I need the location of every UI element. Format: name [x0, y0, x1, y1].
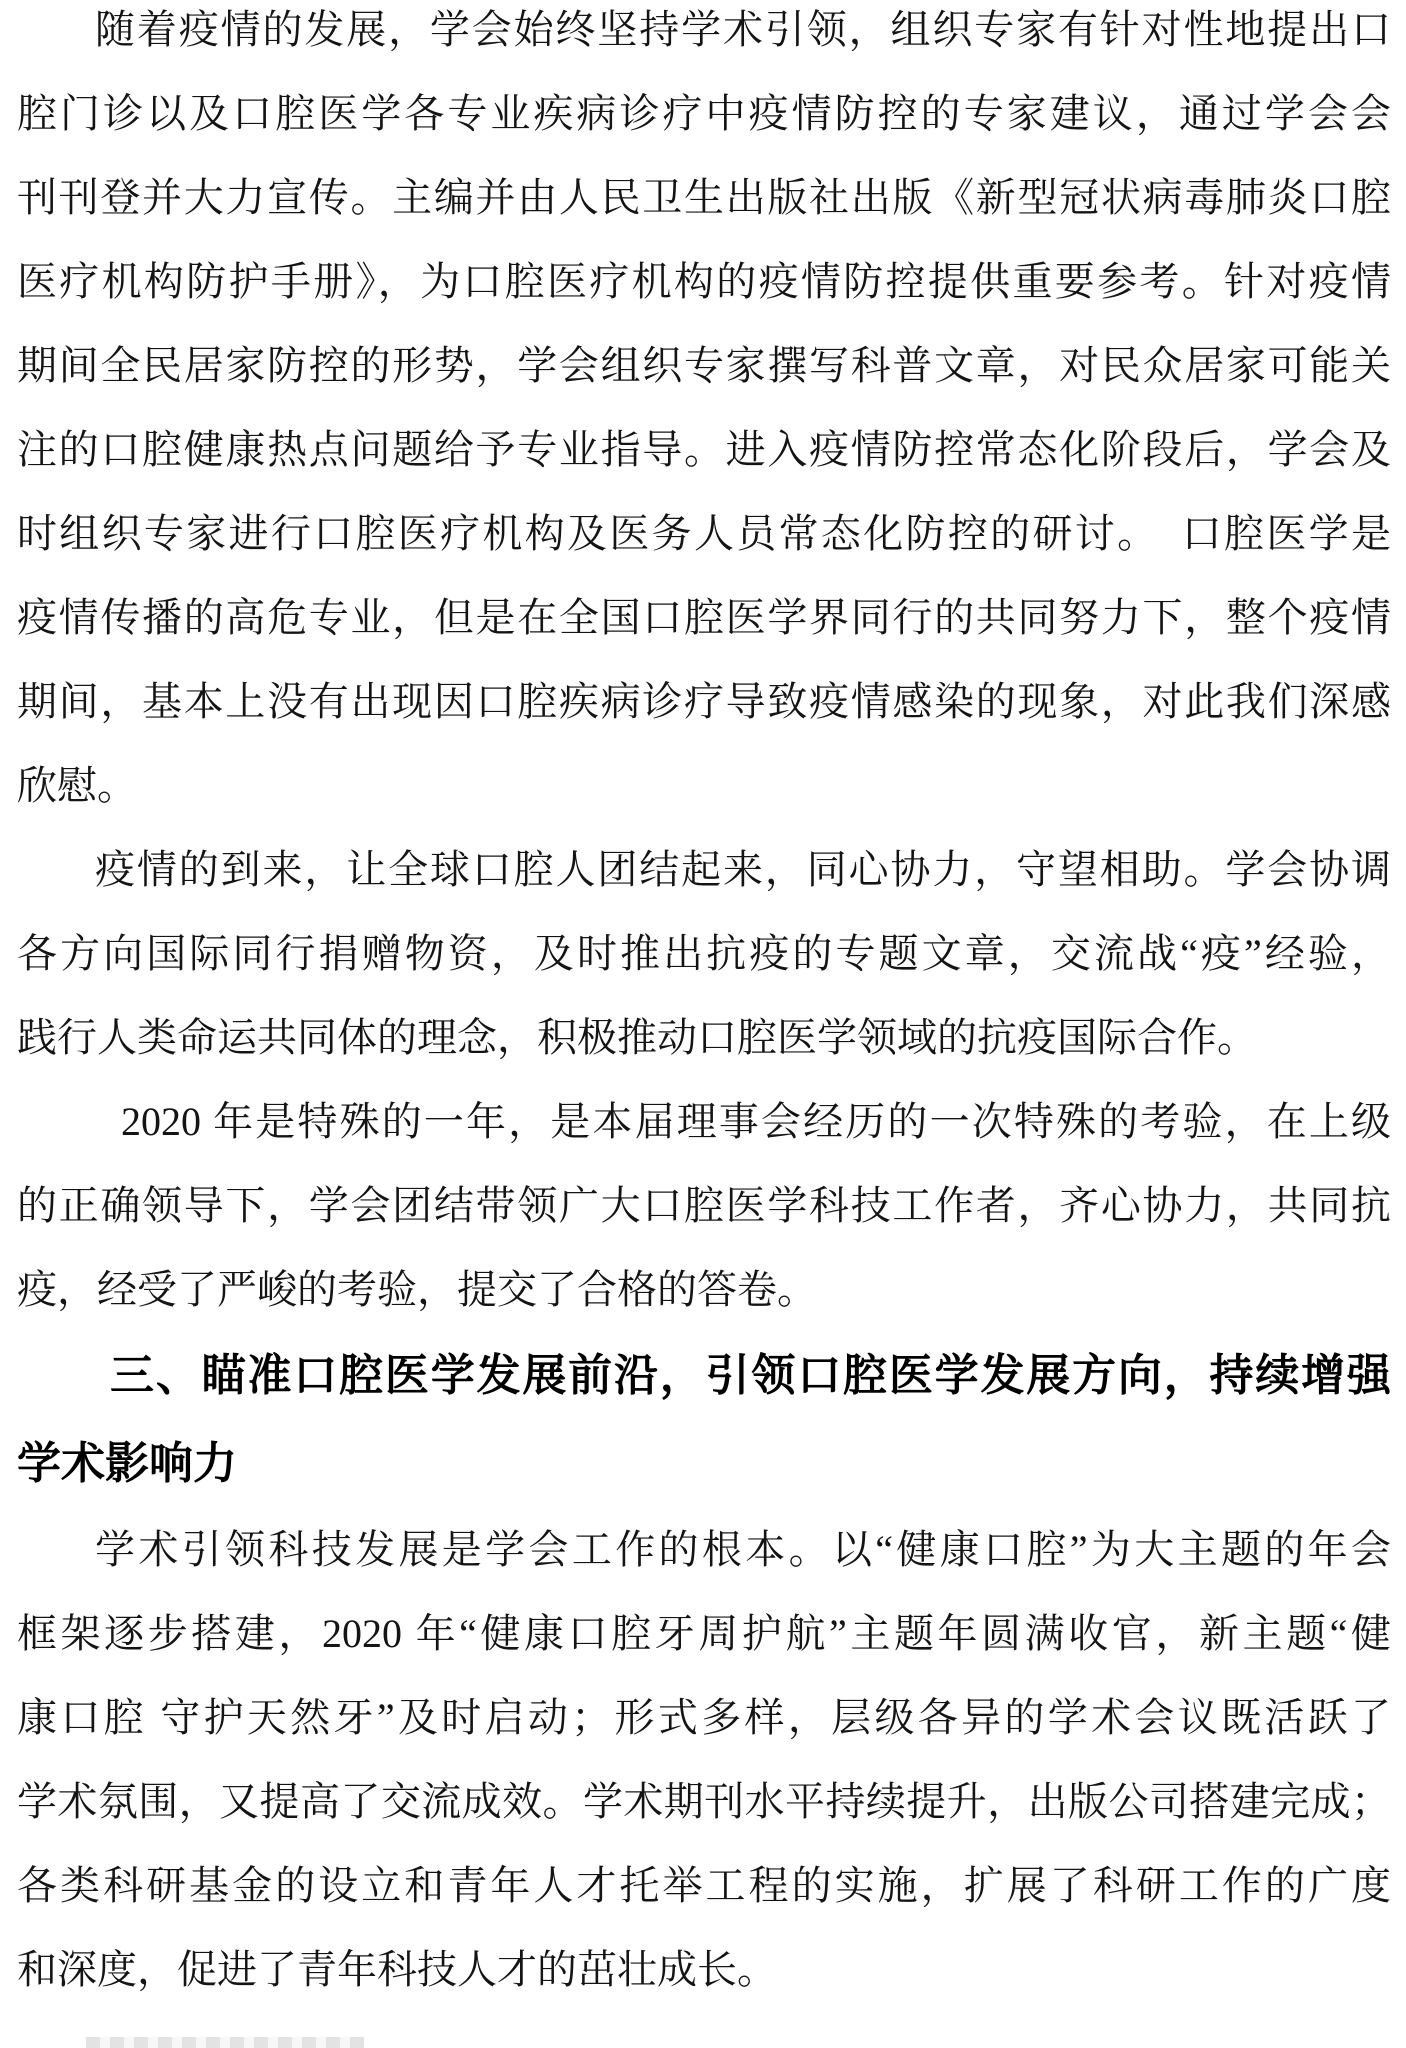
next-line-cutoff-fragment — [86, 2037, 364, 2048]
text-line: 时组织专家进行口腔医疗机构及医务人员常态化防控的研讨。 口腔医学是 — [17, 511, 1391, 556]
text-line: 康口腔 守护天然牙”及时启动；形式多样，层级各异的学术会议既活跃了 — [17, 1695, 1391, 1740]
text-line: 刊刊登并大力宣传。主编并由人民卫生出版社出版《新型冠状病毒肺炎口腔 — [17, 175, 1391, 220]
text-line: 疫，经受了严峻的考验，提交了合格的答卷。 — [17, 1267, 817, 1312]
text-line: 和深度，促进了青年科技人才的茁壮成长。 — [17, 1947, 777, 1992]
text-line: 腔门诊以及口腔医学各专业疾病诊疗中疫情防控的专家建议，通过学会会 — [17, 91, 1391, 136]
text-line: 期间全民居家防控的形势，学会组织专家撰写科普文章，对民众居家可能关 — [17, 343, 1391, 388]
text-line: 2020 年是特殊的一年，是本届理事会经历的一次特殊的考验，在上级 — [121, 1099, 1391, 1144]
text-line: 疫情的到来，让全球口腔人团结起来，同心协力，守望相助。学会协调 — [95, 847, 1391, 892]
text-line: 疫情传播的高危专业，但是在全国口腔医学界同行的共同努力下，整个疫情 — [17, 595, 1391, 640]
text-line: 的正确领导下，学会团结带领广大口腔医学科技工作者，齐心协力，共同抗 — [17, 1183, 1391, 1228]
text-line: 框架逐步搭建，2020 年“健康口腔牙周护航”主题年圆满收官，新主题“健 — [17, 1611, 1391, 1656]
section-heading-line: 三、瞄准口腔医学发展前沿，引领口腔医学发展方向，持续增强 — [110, 1351, 1391, 1400]
text-line: 注的口腔健康热点问题给予专业指导。进入疫情防控常态化阶段后，学会及 — [17, 427, 1391, 472]
text-line: 医疗机构防护手册》，为口腔医疗机构的疫情防控提供重要参考。针对疫情 — [17, 259, 1391, 304]
text-line: 学术氛围，又提高了交流成效。学术期刊水平持续提升，出版公司搭建完成； — [17, 1779, 1391, 1824]
text-line: 学术引领科技发展是学会工作的根本。以“健康口腔”为大主题的年会 — [95, 1527, 1391, 1572]
text-line: 随着疫情的发展，学会始终坚持学术引领，组织专家有针对性地提出口 — [95, 7, 1391, 52]
text-line: 各方向国际同行捐赠物资，及时推出抗疫的专题文章，交流战“疫”经验， — [17, 931, 1391, 976]
text-line: 践行人类命运共同体的理念，积极推动口腔医学领域的抗疫国际合作。 — [17, 1015, 1257, 1060]
text-line: 欣慰。 — [17, 763, 137, 808]
text-line: 各类科研基金的设立和青年人才托举工程的实施，扩展了科研工作的广度 — [17, 1863, 1391, 1908]
text-line: 期间，基本上没有出现因口腔疾病诊疗导致疫情感染的现象，对此我们深感 — [17, 679, 1391, 724]
section-heading-line: 学术影响力 — [17, 1439, 237, 1488]
